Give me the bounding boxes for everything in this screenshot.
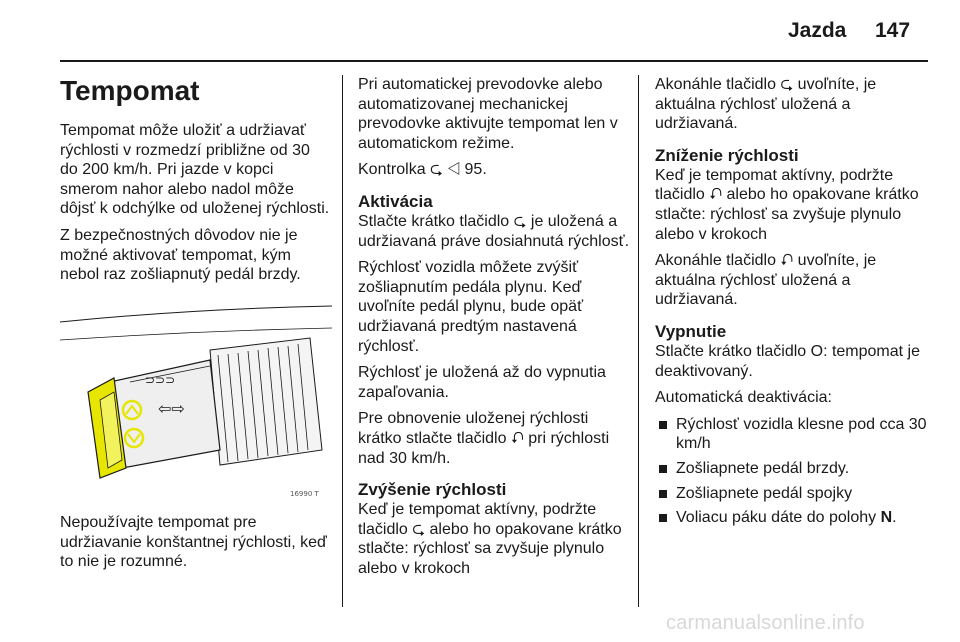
gear-letter: N — [880, 509, 893, 527]
activation-paragraph-3: Rýchlosť je uložená až do vypnutia zapaľovania. — [358, 364, 606, 401]
activation-paragraph-1: Stlačte krátko tlačidlo ⮎ je uložená a udržiavaná práve dosiahnutá rýchlosť. — [358, 212, 630, 250]
list-item-text: Voliacu páku dáte do polohy — [676, 509, 877, 527]
gear-suffix: . — [892, 509, 897, 527]
page-header — [0, 0, 960, 62]
warning-block — [60, 513, 332, 579]
increase-paragraph-1: Keď je tempomat aktívny, podržte tlačidlo ⮎ alebo ho opakovane krátko stlačte: rýchlosť sa zvyšuje plynulo alebo v krokoch — [358, 501, 622, 577]
svg-text:⇦⇨: ⇦⇨ — [158, 399, 185, 418]
list-item — [655, 508, 927, 528]
warning-paragraph: Nepoužívajte tempomat pre udržiavanie konštantnej rýchlosti, keď to nie je rozumné. — [60, 514, 327, 571]
auto-off-list — [655, 415, 927, 528]
list-item: Rýchlosť vozidla klesne pod cca 30 km/h — [655, 415, 927, 454]
activation-heading: Aktivácia — [358, 191, 433, 211]
column-2 — [358, 75, 630, 585]
activation-paragraph-4: Pre obnovenie uloženej rýchlosti krátko stlačte tlačidlo ⮏ pri rýchlosti nad 30 km/h. — [358, 410, 610, 467]
indicator-paragraph: Kontrolka ⮎ ◁ 95. — [358, 161, 487, 179]
intro-paragraph: Tempomat môže uložiť a udržiavať rýchlosti v rozmedzí približne od 30 do 200 km/h. Pri jazde v kopci smerom nahor alebo nadol môže dôjsť k odchýlke od uloženej rýchlosti. — [60, 122, 330, 218]
svg-text:⊃⊃⊃: ⊃⊃⊃ — [145, 373, 176, 387]
column-divider — [638, 75, 639, 607]
safety-paragraph: Z bezpečnostných dôvodov nie je možné aktivovať tempomat, kým nebol raz zošliapnutý pedál brzdy. — [60, 226, 301, 284]
column-3 — [655, 75, 927, 533]
cruise-control-lever-illustration — [60, 300, 332, 502]
column-divider — [342, 75, 343, 607]
page-title: Tempomat — [60, 75, 200, 106]
header-rule — [60, 60, 928, 62]
activation-paragraph-2: Rýchlosť vozidla môžete zvýšiť zošliapnutím pedála plynu. Keď uvoľníte pedál plynu, bude opäť udržiavaná predtým nastavená rýchlosť. — [358, 259, 584, 355]
off-heading: Vypnutie — [655, 321, 727, 341]
auto-off-intro: Automatická deaktivácia: — [655, 389, 832, 407]
figure-code: 16990 T — [290, 490, 319, 498]
column-1 — [60, 75, 332, 292]
off-paragraph: Stlačte krátko tlačidlo O: tempomat je deaktivovaný. — [655, 342, 920, 380]
increase-paragraph-2: Akonáhle tlačidlo ⮎ uvoľníte, je aktuálna rýchlosť uložená a udržiavaná. — [655, 76, 877, 133]
decrease-heading: Zníženie rýchlosti — [655, 145, 799, 165]
list-item: Zošliapnete pedál spojky — [655, 484, 927, 504]
decrease-paragraph-1: Keď je tempomat aktívny, podržte tlačidlo ⮏ alebo ho opakovane krátko stlačte: rýchlosť sa zvyšuje plynulo alebo v krokoch — [655, 166, 919, 243]
increase-heading: Zvýšenie rýchlosti — [358, 480, 507, 500]
list-item: Zošliapnete pedál brzdy. — [655, 459, 927, 479]
automatic-paragraph: Pri automatickej prevodovke alebo automatizovanej mechanickej prevodovke aktivujte tempomat len v automatickom režime. — [358, 76, 618, 152]
decrease-paragraph-2: Akonáhle tlačidlo ⮏ uvoľníte, je aktuálna rýchlosť uložená a udržiavaná. — [655, 252, 877, 309]
section-title: Jazda — [788, 19, 847, 42]
page-number: 147 — [875, 19, 911, 42]
watermark: carmanualsonline.info — [666, 612, 865, 634]
